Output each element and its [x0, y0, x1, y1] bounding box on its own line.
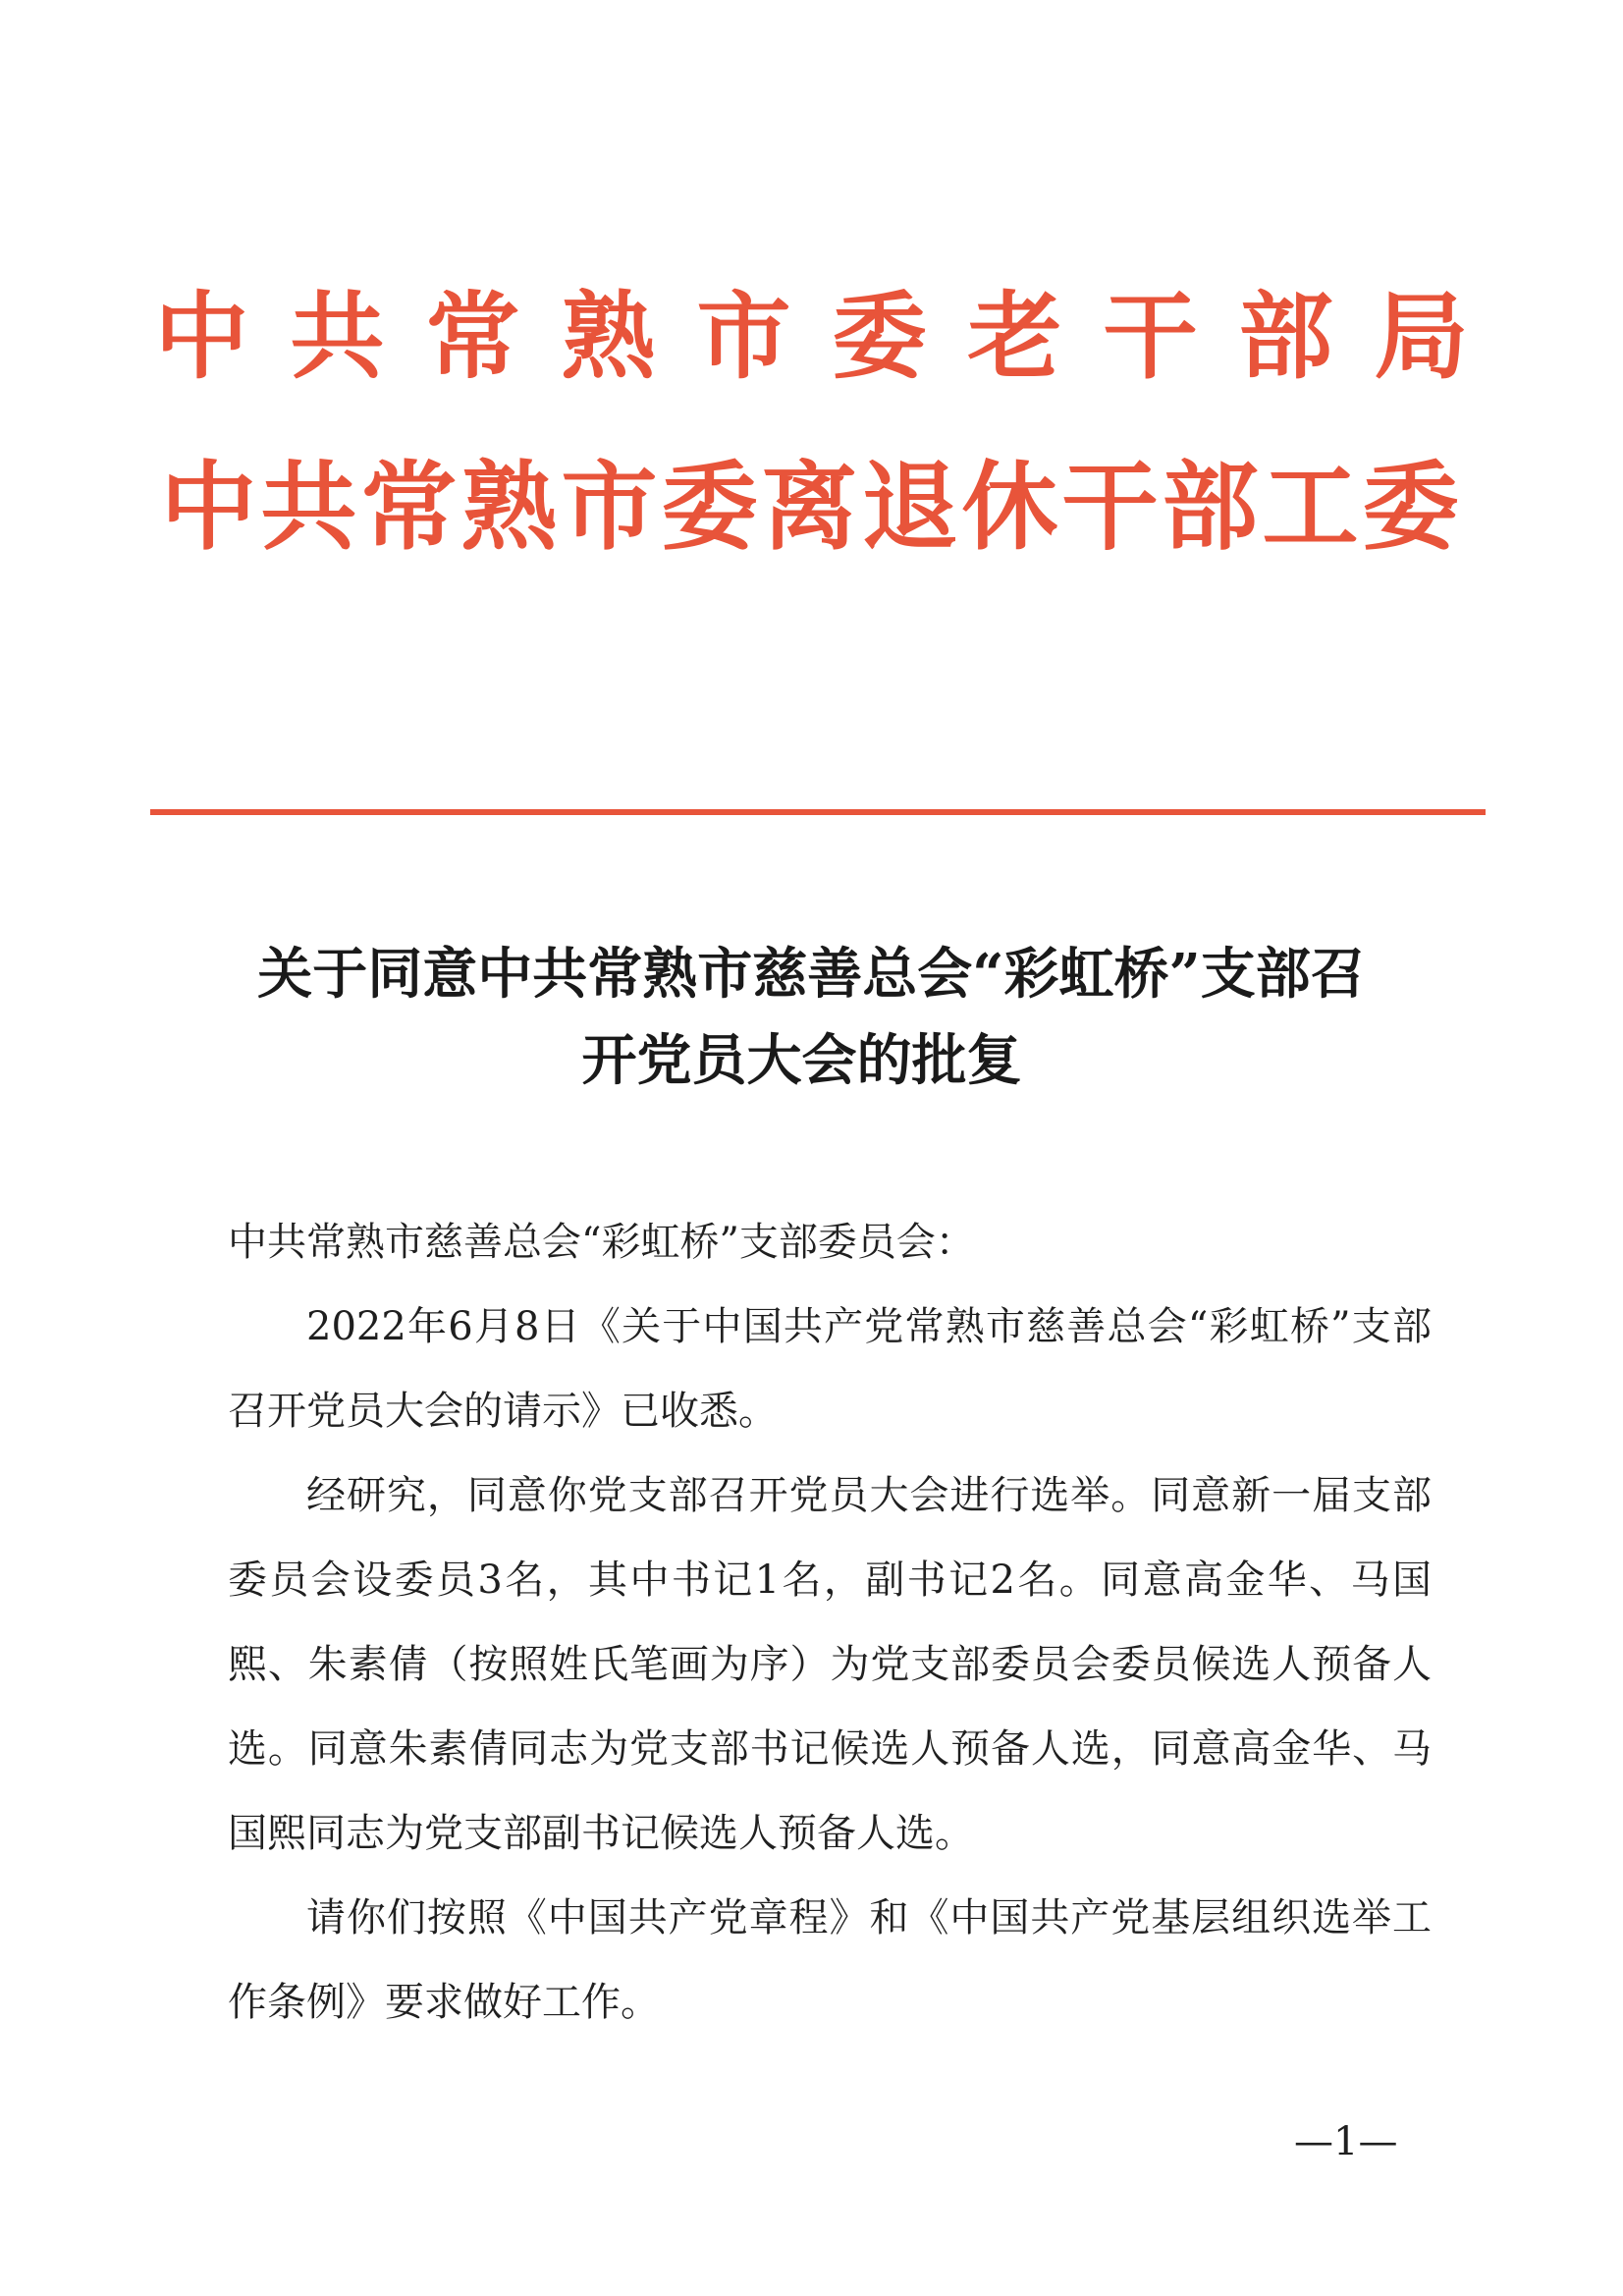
paragraph-request-received: 2022年6月8日《关于中国共产党常熟市慈善总会“彩虹桥”支部召开党员大会的请示》已收悉。 — [228, 1304, 1432, 1434]
document-title-line-2: 开党员大会的批复 — [581, 1028, 1022, 1093]
issuing-authority-line-1: 中共常熟市委老干部局 — [154, 281, 1510, 392]
page-number: —1— — [1294, 2119, 1398, 2164]
document-body — [228, 1200, 1432, 2045]
issuing-authority-line-2: 中共常熟市委离退休干部工委 — [160, 451, 1463, 564]
salutation: 中共常熟市慈善总会“彩虹桥”支部委员会： — [228, 1220, 975, 1265]
red-divider-line — [150, 809, 1486, 815]
paragraph-instructions: 请你们按照《中国共产党章程》和《中国共产党基层组织选举工作条例》要求做好工作。 — [228, 1895, 1432, 2025]
document-title-line-1: 关于同意中共常熟市慈善总会“彩虹桥”支部召 — [257, 942, 1366, 1007]
paragraph-approval-details: 经研究，同意你党支部召开党员大会进行选举。同意新一届支部委员会设委员3名，其中书记1名，副书记2名。同意高金华、马国熙、朱素倩（按照姓氏笔画为序）为党支部委员会委员候选人预备人选。同意朱素倩同志为党支部书记候选人预备人选，同意高金华、马国熙同志为党支部副书记候选人预备人选。 — [228, 1473, 1432, 1856]
